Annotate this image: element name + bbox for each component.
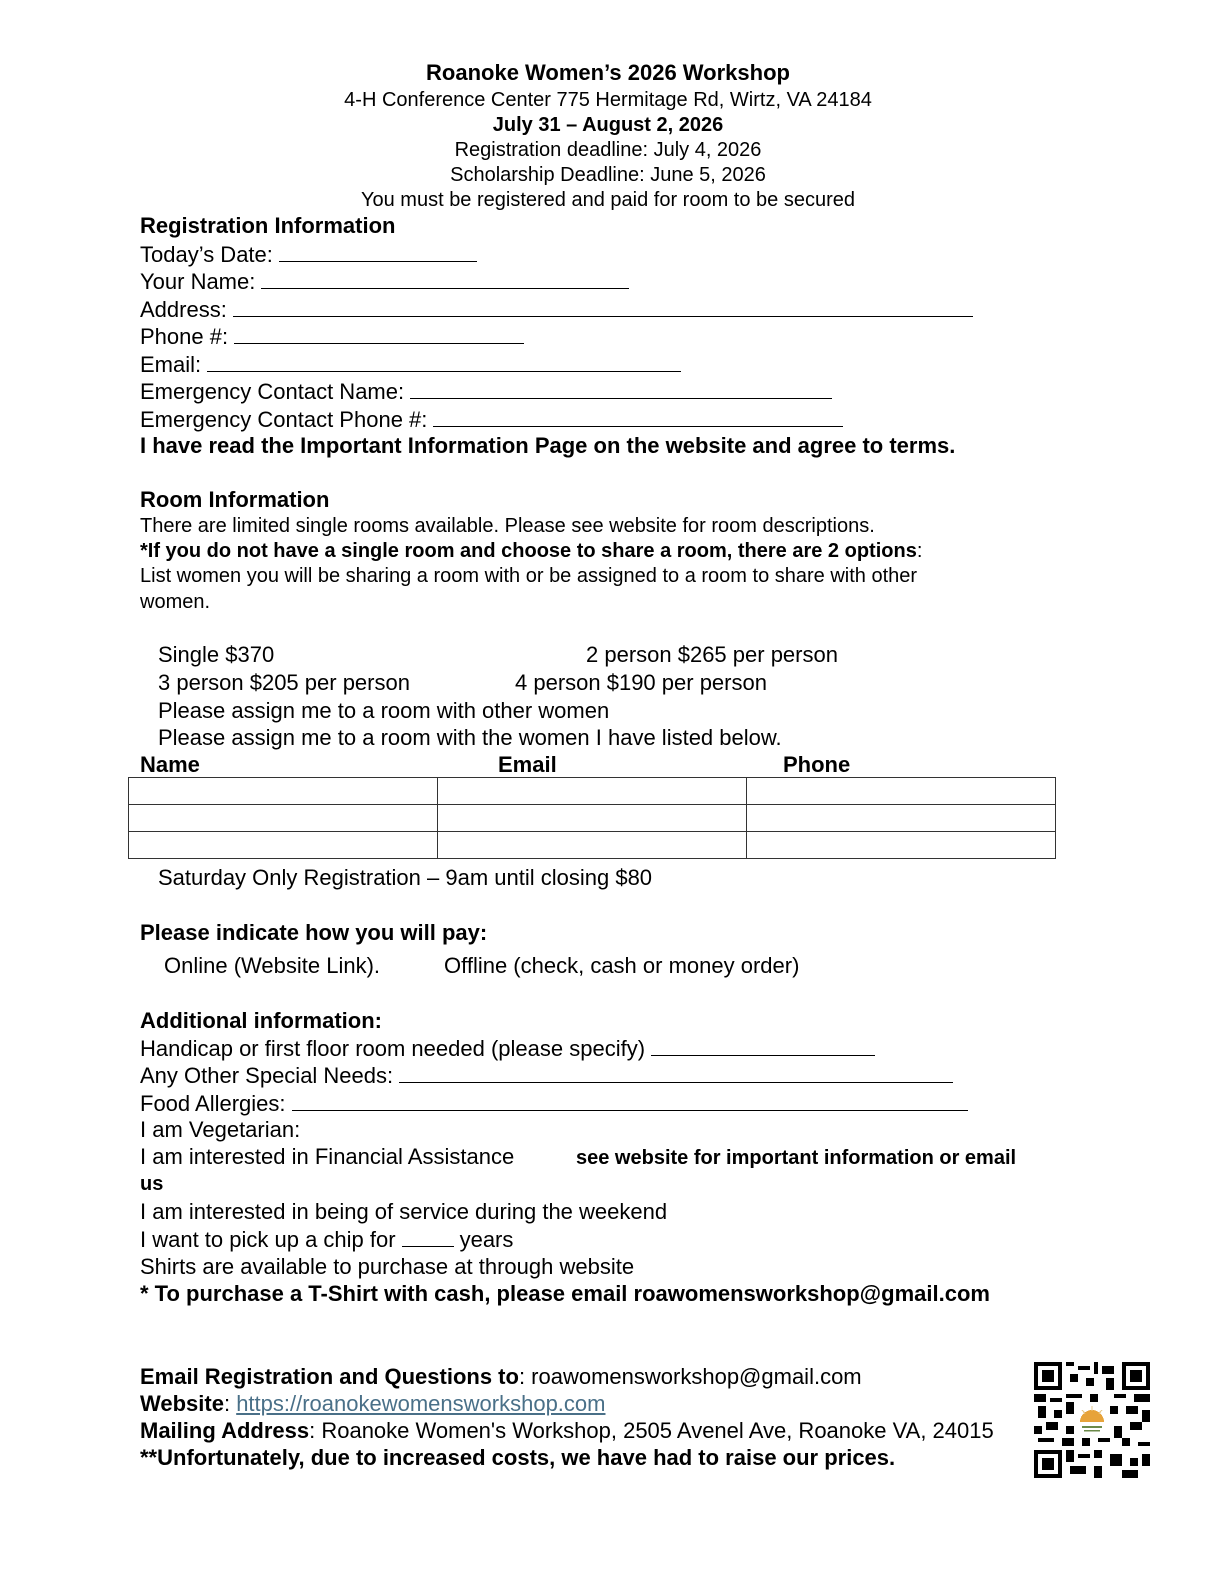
service-option[interactable]: I am interested in being of service during the weekend xyxy=(140,1199,668,1224)
option-four-person[interactable]: 4 person $190 per person xyxy=(515,670,767,695)
col-header-phone: Phone xyxy=(783,752,851,777)
roommate-name-cell[interactable] xyxy=(129,778,438,805)
col-header-email: Email xyxy=(498,752,557,777)
financial-assistance-option[interactable]: I am interested in Financial Assistance xyxy=(140,1144,515,1169)
shirts-note: Shirts are available to purchase at through website xyxy=(140,1254,635,1279)
website-label: Website xyxy=(140,1391,224,1416)
option-saturday-only[interactable]: Saturday Only Registration – 9am until closing $80 xyxy=(158,865,653,890)
additional-heading: Additional information: xyxy=(140,1008,382,1033)
qr-code-icon xyxy=(1034,1362,1150,1478)
email-contact-value: : roawomensworkshop@gmail.com xyxy=(518,1364,862,1389)
table-row xyxy=(129,805,1056,832)
website-link[interactable]: https://roanokewomensworkshop.com xyxy=(236,1391,606,1416)
vegetarian-option[interactable]: I am Vegetarian: xyxy=(140,1117,301,1142)
option-assign-other[interactable]: Please assign me to a room with other women xyxy=(158,698,610,723)
option-three-person[interactable]: 3 person $205 per person xyxy=(158,670,410,695)
document-title: Roanoke Women’s 2026 Workshop xyxy=(426,60,790,85)
website-row xyxy=(140,1391,605,1417)
roommate-phone-cell[interactable] xyxy=(747,778,1056,805)
mailing-address-label: Mailing Address xyxy=(140,1418,310,1443)
roommate-email-cell[interactable] xyxy=(438,778,747,805)
chip-years-label: years xyxy=(459,1227,514,1252)
room-heading: Room Information xyxy=(140,487,330,512)
mailing-address-value: : Roanoke Women's Workshop, 2505 Avenel Ave, Roanoke VA, 24015 xyxy=(309,1418,994,1443)
food-allergies-label: Food Allergies: xyxy=(140,1091,286,1116)
phone-row xyxy=(140,323,524,350)
roommate-name-cell[interactable] xyxy=(129,832,438,859)
address-label: Address: xyxy=(140,297,227,322)
emergency-phone-field[interactable] xyxy=(433,406,843,427)
handicap-row xyxy=(140,1035,875,1062)
email-contact-label: Email Registration and Questions to xyxy=(140,1364,519,1389)
roommate-name-cell[interactable] xyxy=(129,805,438,832)
special-needs-row xyxy=(140,1062,953,1089)
your-name-label: Your Name: xyxy=(140,269,256,294)
share-options-note xyxy=(140,539,922,563)
registration-heading: Registration Information xyxy=(140,213,396,238)
address-field[interactable] xyxy=(233,296,973,317)
phone-label: Phone #: xyxy=(140,324,229,349)
financial-note: see website for important information or email xyxy=(576,1147,1017,1169)
roommate-email-cell[interactable] xyxy=(438,805,747,832)
your-name-field[interactable] xyxy=(261,268,629,289)
registration-deadline: Registration deadline: July 4, 2026 xyxy=(454,139,762,161)
share-description-line1: List women you will be sharing a room with or be assigned to a room to share with other xyxy=(140,565,918,587)
emergency-name-row xyxy=(140,378,832,405)
emergency-phone-row xyxy=(140,406,843,433)
payment-offline-option[interactable]: Offline (check, cash or money order) xyxy=(444,953,800,978)
phone-field[interactable] xyxy=(234,323,524,344)
handicap-field[interactable] xyxy=(651,1035,875,1056)
option-assign-listed[interactable]: Please assign me to a room with the women I have listed below. xyxy=(158,725,782,750)
todays-date-row xyxy=(140,241,477,268)
todays-date-field[interactable] xyxy=(279,241,477,262)
special-needs-label: Any Other Special Needs: xyxy=(140,1063,394,1088)
roommate-table xyxy=(128,777,1056,859)
food-allergies-field[interactable] xyxy=(292,1090,968,1111)
payment-online-option[interactable]: Online (Website Link). xyxy=(164,953,381,978)
share-description-line2: women. xyxy=(140,591,211,613)
email-row xyxy=(140,351,681,378)
chip-label: I want to pick up a chip for xyxy=(140,1227,396,1252)
terms-agreement: I have read the Important Information Page on the website and agree to terms. xyxy=(140,433,956,458)
price-increase-notice: **Unfortunately, due to increased costs, we have had to raise our prices. xyxy=(140,1445,896,1470)
event-dates: July 31 – August 2, 2026 xyxy=(492,114,724,136)
table-row xyxy=(129,778,1056,805)
share-options-bold: *If you do not have a single room and choose to share a room, there are 2 options xyxy=(140,540,917,562)
chip-row xyxy=(140,1226,513,1253)
tshirt-cash-note: * To purchase a T-Shirt with cash, please email roawomensworkshop@gmail.com xyxy=(140,1281,990,1306)
email-label: Email: xyxy=(140,352,202,377)
room-description: There are limited single rooms available. Please see website for room descriptions. xyxy=(140,515,875,537)
option-single[interactable]: Single $370 xyxy=(158,642,275,667)
venue-address: 4-H Conference Center 775 Hermitage Rd, Wirtz, VA 24184 xyxy=(344,89,872,111)
payment-heading: Please indicate how you will pay: xyxy=(140,920,488,945)
room-notice: You must be registered and paid for room to be secured xyxy=(360,189,855,211)
your-name-row xyxy=(140,268,629,295)
special-needs-field[interactable] xyxy=(399,1062,953,1083)
chip-years-field[interactable] xyxy=(402,1226,454,1247)
emergency-name-label: Emergency Contact Name: xyxy=(140,379,405,404)
email-contact xyxy=(140,1364,862,1390)
scholarship-deadline: Scholarship Deadline: June 5, 2026 xyxy=(450,164,766,186)
food-allergies-row xyxy=(140,1090,968,1117)
share-options-colon: : xyxy=(916,540,923,562)
table-row xyxy=(129,832,1056,859)
email-field[interactable] xyxy=(207,351,681,372)
roommate-phone-cell[interactable] xyxy=(747,805,1056,832)
todays-date-label: Today’s Date: xyxy=(140,242,273,267)
option-two-person[interactable]: 2 person $265 per person xyxy=(586,642,838,667)
website-separator: : xyxy=(223,1391,237,1416)
emergency-name-field[interactable] xyxy=(410,378,832,399)
financial-note-cont: us xyxy=(140,1173,164,1195)
handicap-label: Handicap or first floor room needed (please specify) xyxy=(140,1036,646,1061)
col-header-name: Name xyxy=(140,752,200,777)
roommate-email-cell[interactable] xyxy=(438,832,747,859)
roommate-phone-cell[interactable] xyxy=(747,832,1056,859)
emergency-phone-label: Emergency Contact Phone #: xyxy=(140,407,428,432)
mailing-address-row xyxy=(140,1418,994,1444)
address-row xyxy=(140,296,973,323)
